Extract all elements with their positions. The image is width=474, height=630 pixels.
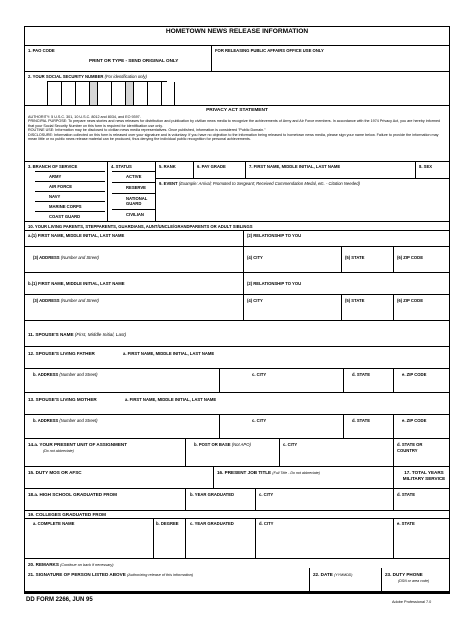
ssn-digit[interactable] <box>111 82 125 106</box>
status-label: 4. STATUS <box>111 164 132 169</box>
status-option[interactable]: ACTIVE <box>112 171 156 182</box>
college-year[interactable]: c. YEAR GRADUATED <box>185 519 255 558</box>
relative-a-address-row <box>25 246 449 272</box>
relative-b-name[interactable]: b.(1) FIRST NAME, MIDDLE INITIAL, LAST NAME <box>28 281 125 286</box>
father-address[interactable]: b. ADDRESS (Number and Street) <box>33 372 98 377</box>
privacy-authority: AUTHORITY: 5 U.S.C. 301, 10 U.S.C. 8012 and 8034, and EO 9397. <box>28 115 141 119</box>
branch-options <box>35 171 105 221</box>
signature-field[interactable]: 21. SIGNATURE OF PERSON LISTED ABOVE (Authorizing release of this information) <box>28 572 194 577</box>
unit-state[interactable]: d. STATE OR COUNTRY <box>393 439 449 466</box>
duty-row <box>25 466 449 488</box>
date-field[interactable]: 22. DATE (YYMMDD) <box>309 568 381 591</box>
relative-b-zip[interactable]: (6) ZIP CODE <box>393 295 449 320</box>
relative-a-address[interactable]: (3) ADDRESS (Number and Street) <box>33 255 99 260</box>
unit-assignment[interactable]: 14.a. YOUR PRESENT UNIT OF ASSIGNMENT (Do not abbreviate) <box>28 442 128 453</box>
relative-a-name[interactable]: a.(1) FIRST NAME, MIDDLE INITIAL, LAST NAME <box>28 233 125 238</box>
high-school-city[interactable]: c. CITY <box>255 489 393 510</box>
relative-b-address-row <box>25 294 449 320</box>
remarks-field[interactable]: 20. REMARKS (Continue on back if necessary) <box>25 558 449 592</box>
high-school-year[interactable]: b. YEAR GRADUATED <box>185 489 255 510</box>
high-school-row <box>25 488 449 510</box>
pao-use-field[interactable]: FOR RELEASING PUBLIC AFFAIRS OFFICE USE ONLY <box>211 46 449 71</box>
unit-row <box>25 438 449 466</box>
duty-mos[interactable]: 15. DUTY MOS OR AFSC <box>28 470 82 475</box>
relative-a-zip[interactable]: (6) ZIP CODE <box>393 247 449 272</box>
ssn-digit[interactable] <box>133 82 147 106</box>
mother-address-row <box>25 414 449 438</box>
relative-a-city[interactable]: (4) CITY <box>243 247 341 272</box>
branch-option[interactable]: MARINE CORPS <box>35 201 105 211</box>
row-pao <box>25 45 449 71</box>
branch-option[interactable]: NAVY <box>35 191 105 201</box>
college-state[interactable]: e. STATE <box>393 519 449 558</box>
relative-a-name-row <box>25 230 449 246</box>
father-name-row[interactable]: 12. SPOUSE'S LIVING FATHER a. FIRST NAME, MIDDLE INITIAL, LAST NAME <box>25 346 449 368</box>
privacy-title: PRIVACY ACT STATEMENT <box>206 108 268 113</box>
privacy-purpose: PRINCIPAL PURPOSE: To prepare news stories and news releases for distribution and publication by civilian news media to recognize the achievements of Army and Air Force members. In accordance with the 1974 Privacy Act, you are hereby informed that your Social Security Number on this form is required for identification use only. <box>28 119 441 128</box>
rank-field[interactable]: 5. RANK <box>155 162 193 178</box>
ssn-digit[interactable] <box>75 82 89 106</box>
branch-option[interactable]: AIR FORCE <box>35 181 105 191</box>
mother-name-row[interactable]: 13. SPOUSE'S LIVING MOTHER a. FIRST NAME, MIDDLE INITIAL, LAST NAME <box>25 392 449 414</box>
relative-b-address[interactable]: (3) ADDRESS (Number and Street) <box>33 298 99 303</box>
unit-post[interactable]: b. POST OR BASE (Not APO) <box>185 439 279 466</box>
form-title: HOMETOWN NEWS RELEASE INFORMATION <box>165 28 309 35</box>
form-id: DD FORM 2266, JUN 95 <box>26 597 93 603</box>
ssn-label: 2. YOUR SOCIAL SECURITY NUMBER (For identification only) <box>28 74 147 79</box>
ssn-boxes[interactable] <box>47 81 167 106</box>
status-option[interactable]: NATIONAL GUARD <box>112 193 156 209</box>
mother-state[interactable]: d. STATE <box>343 415 393 438</box>
branch-option[interactable]: ARMY <box>35 171 105 181</box>
pay-grade-field[interactable]: 6. PAY GRADE <box>193 162 245 178</box>
ssn-separator <box>125 82 133 106</box>
status-option[interactable]: CIVILIAN <box>112 209 156 220</box>
spouse-name-row[interactable]: 11. SPOUSE'S NAME (First, Middle Initial, Last) <box>25 320 449 346</box>
relative-b-relationship[interactable]: (2) RELATIONSHIP TO YOU <box>243 273 449 294</box>
total-years[interactable]: 17. TOTAL YEARS MILITARY SERVICE <box>393 467 449 488</box>
ssn-separator <box>89 82 97 106</box>
father-address-row <box>25 368 449 392</box>
father-zip[interactable]: e. ZIP CODE <box>393 369 449 392</box>
mother-zip[interactable]: e. ZIP CODE <box>393 415 449 438</box>
relative-b-city[interactable]: (4) CITY <box>243 295 341 320</box>
mother-city[interactable]: c. CITY <box>219 415 343 438</box>
unit-city[interactable]: c. CITY <box>279 439 393 466</box>
relative-a-state[interactable]: (5) STATE <box>341 247 393 272</box>
print-type-note: PRINT OR TYPE - SEND ORIGINAL ONLY <box>89 58 179 63</box>
college-row <box>25 518 449 558</box>
news-release-form <box>24 26 450 594</box>
college-degree[interactable]: b. DEGREE <box>153 519 185 558</box>
software-note: Adobe Professional 7.0 <box>392 600 432 604</box>
privacy-act-statement <box>25 105 449 161</box>
mother-address[interactable]: b. ADDRESS (Number and Street) <box>33 418 98 423</box>
duty-phone-field[interactable]: 23. DUTY PHONE (DSN or area code) <box>381 568 449 591</box>
high-school-state[interactable]: d. STATE <box>393 489 449 510</box>
pao-code-label: 1. PAO CODE <box>28 48 55 53</box>
name-field[interactable]: 7. FIRST NAME, MIDDLE INITIAL, LAST NAME <box>245 162 415 178</box>
ssn-digit[interactable] <box>161 82 175 106</box>
college-city[interactable]: d. CITY <box>255 519 393 558</box>
college-heading: 19. COLLEGES GRADUATED FROM <box>25 510 449 518</box>
college-name[interactable]: a. COMPLETE NAME <box>33 521 75 526</box>
row-ssn <box>25 71 449 105</box>
row-branch-status <box>25 161 449 221</box>
status-cell <box>107 162 155 221</box>
ssn-digit[interactable] <box>47 82 61 106</box>
branch-option[interactable]: COAST GUARD <box>35 211 105 221</box>
signature-row <box>24 568 450 592</box>
relative-a-relationship[interactable]: (2) RELATIONSHIP TO YOU <box>243 231 449 246</box>
privacy-disclosure: DISCLOSURE: Information collected on this form is released over your signature and is voluntary. If you have no objection to the information being released to hometown news media, please sign your name below. Failure to provide the information may mean little or no public news release material can be produced, thus denying the individual public recognition for personal achievements. <box>28 132 439 142</box>
job-title[interactable]: 16. PRESENT JOB TITLE (Full Title - Do not abbreviate) <box>213 467 393 488</box>
ssn-digit[interactable] <box>97 82 111 106</box>
father-state[interactable]: d. STATE <box>343 369 393 392</box>
sex-field[interactable]: 8. SEX <box>415 162 449 178</box>
ssn-digit[interactable] <box>61 82 75 106</box>
father-city[interactable]: c. CITY <box>219 369 343 392</box>
relative-b-state[interactable]: (5) STATE <box>341 295 393 320</box>
ssn-digit[interactable] <box>147 82 161 106</box>
relative-b-name-row <box>25 272 449 294</box>
privacy-routine-use: ROUTINE USE: Information may be disclosed to civilian news media representatives. Once published, information is considered "Public Domain." <box>28 128 266 133</box>
high-school-name[interactable]: 18.a. HIGH SCHOOL GRADUATED FROM <box>28 492 117 497</box>
branch-label: 3. BRANCH OF SERVICE <box>28 164 78 169</box>
relatives-heading: 10. YOUR LIVING PARENTS, STEPPARENTS, GUARDIANS, AUNT/UNCLE/GRANDPARENTS OR ADULT SIBLINGS <box>25 221 449 230</box>
status-option[interactable]: RESERVE <box>112 182 156 193</box>
event-field[interactable]: 9. EVENT (Example: Arrival; Promoted to Sergeant; Received Commendation Medal, etc. - Citation Needed) <box>155 178 449 222</box>
